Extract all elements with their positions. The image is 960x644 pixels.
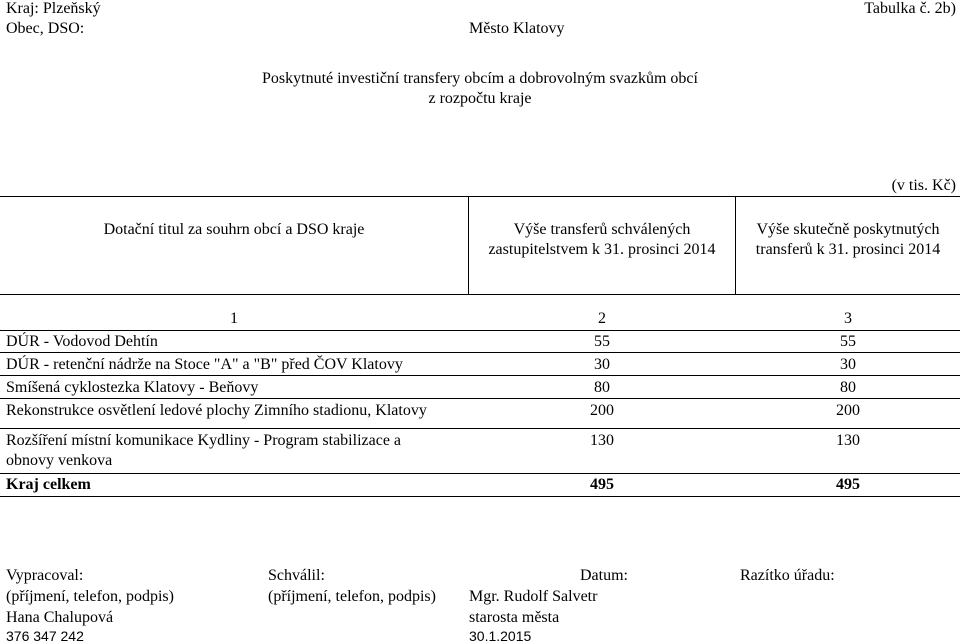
row-3-title: Smíšená cyklostezka Klatovy - Beňovy [6,379,259,396]
row-3-provided: 80 [840,379,856,396]
header-bottom-border [0,294,960,295]
col-header-title: Dotační titul za souhrn obcí a DSO kraje [103,221,365,238]
date-value: 30.1.2015 [469,628,532,644]
region-label: Kraj: Plzeňský [6,0,101,17]
row-1-title: DÚR - Vodovod Dehtín [6,333,158,350]
row-3-approved: 80 [594,379,610,396]
row-divider [0,428,960,429]
row-2-approved: 30 [594,356,610,373]
approved-by-hint: (příjmení, telefon, podpis) [268,588,436,605]
table-number: Tabulka č. 2b) [864,0,956,17]
stamp-label: Razítko úřadu: [740,567,835,584]
preparer-phone: 376 347 242 [6,628,84,644]
row-1-provided: 55 [840,333,856,350]
row-1-approved: 55 [594,333,610,350]
document-title: Poskytnuté investiční transfery obcím a dobrovolným svazkům obcí [262,70,698,87]
approver-role: starosta města [469,609,560,626]
prepared-by-label: Vypracoval: [6,567,84,584]
col-header-provided-l2: transferů k 31. prosinci 2014 [755,241,941,258]
row-5-title-line1: Rozšíření místní komunikace Kydliny - Program stabilizace a [6,432,402,449]
row-2-provided: 30 [840,356,856,373]
row-5-approved: 130 [590,432,614,449]
total-provided: 495 [836,476,860,493]
row-4-title: Rekonstrukce osvětlení ledové plochy Zimního stadionu, Klatovy [6,402,427,419]
total-approved: 495 [590,476,614,493]
col-header-provided-l1: Výše skutečně poskytnutých [756,221,940,238]
preparer-name: Hana Chalupová [6,609,114,626]
municipality-label: Obec, DSO: [6,20,85,37]
row-4-provided: 200 [836,402,860,419]
col-number-2: 2 [598,310,606,327]
row-4-approved: 200 [590,402,614,419]
row-5-provided: 130 [836,432,860,449]
col-header-approved-l2: zastupitelstvem k 31. prosinci 2014 [488,241,716,258]
date-label: Datum: [580,567,628,584]
approved-by-label: Schválil: [268,567,325,584]
document-subtitle: z rozpočtu kraje [428,90,532,107]
col-header-approved-l1: Výše transferů schválených [513,221,691,238]
unit-note: (v tis. Kč) [891,177,956,194]
total-title: Kraj celkem [6,476,91,493]
approver-name: Mgr. Rudolf Salvetr [469,588,598,605]
row-divider [0,352,960,353]
row-divider [0,330,960,331]
table-top-border [0,196,960,197]
municipality-name: Město Klatovy [469,20,565,37]
row-divider [0,473,960,474]
col-number-3: 3 [844,310,852,327]
row-divider [0,398,960,399]
col-number-1: 1 [230,310,238,327]
row-5-title-line2: obnovy venkova [6,452,113,469]
table-bottom-border [0,496,960,497]
row-2-title: DÚR - retenční nádrže na Stoce "A" a "B" před ČOV Klatovy [6,356,403,373]
row-divider [0,375,960,376]
prepared-by-hint: (příjmení, telefon, podpis) [6,588,174,605]
